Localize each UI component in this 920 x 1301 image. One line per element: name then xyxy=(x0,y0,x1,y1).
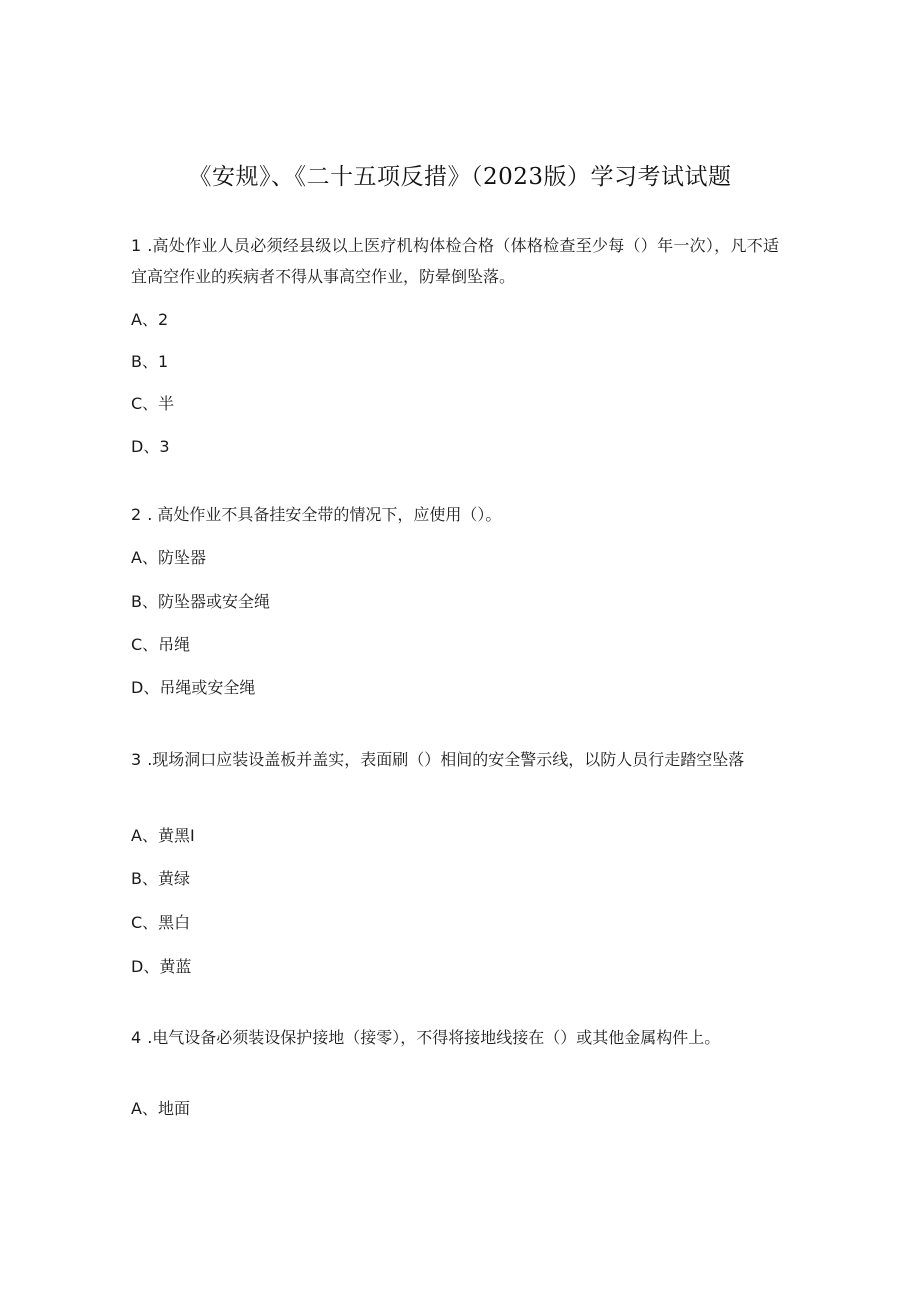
option-b[interactable]: B、1 xyxy=(131,352,169,371)
question-number: 2 xyxy=(131,505,142,524)
question-text: .高处作业人员必须经县级以上医疗机构体检合格（体格检查至少每（）年一次），凡不适宜高空作业的疾病者不得从事高空作业，防晕倒坠落。 xyxy=(131,236,779,286)
option-d[interactable]: D、黄蓝 xyxy=(131,957,192,976)
question-text: . 高处作业不具备挂安全带的情况下，应使用（）。 xyxy=(147,505,502,524)
option-c[interactable]: C、半 xyxy=(131,394,175,413)
question-text: .现场洞口应装设盖板并盖实，表面刷（）相间的安全警示线，以防人员行走踏空坠落 xyxy=(147,750,745,769)
option-a[interactable]: A、地面 xyxy=(131,1099,190,1118)
question-text: .电气设备必须装设保护接地（接零），不得将接地线接在（）或其他金属构件上。 xyxy=(147,1028,721,1047)
question-3 xyxy=(131,744,779,775)
question-stem xyxy=(131,744,779,775)
question-stem xyxy=(131,230,779,292)
option-b[interactable]: B、黄绿 xyxy=(131,869,190,888)
option-c[interactable]: C、吊绳 xyxy=(131,635,191,654)
question-2 xyxy=(131,499,779,530)
option-c[interactable]: C、黑白 xyxy=(131,913,191,932)
option-a[interactable]: A、黄黑I xyxy=(131,826,195,845)
page-title: 《安规》、《二十五项反措》（2023版）学习考试试题 xyxy=(188,164,732,190)
option-b[interactable]: B、防坠器或安全绳 xyxy=(131,592,270,611)
question-4 xyxy=(131,1022,779,1053)
question-stem xyxy=(131,1022,779,1053)
option-a[interactable]: A、2 xyxy=(131,310,169,329)
option-d[interactable]: D、吊绳或安全绳 xyxy=(131,678,256,697)
option-a[interactable]: A、防坠器 xyxy=(131,548,206,567)
question-number: 1 xyxy=(131,236,142,255)
question-number: 3 xyxy=(131,750,142,769)
option-d[interactable]: D、3 xyxy=(131,437,170,456)
question-number: 4 xyxy=(131,1028,142,1047)
question-1 xyxy=(131,230,779,292)
question-stem xyxy=(131,499,779,530)
